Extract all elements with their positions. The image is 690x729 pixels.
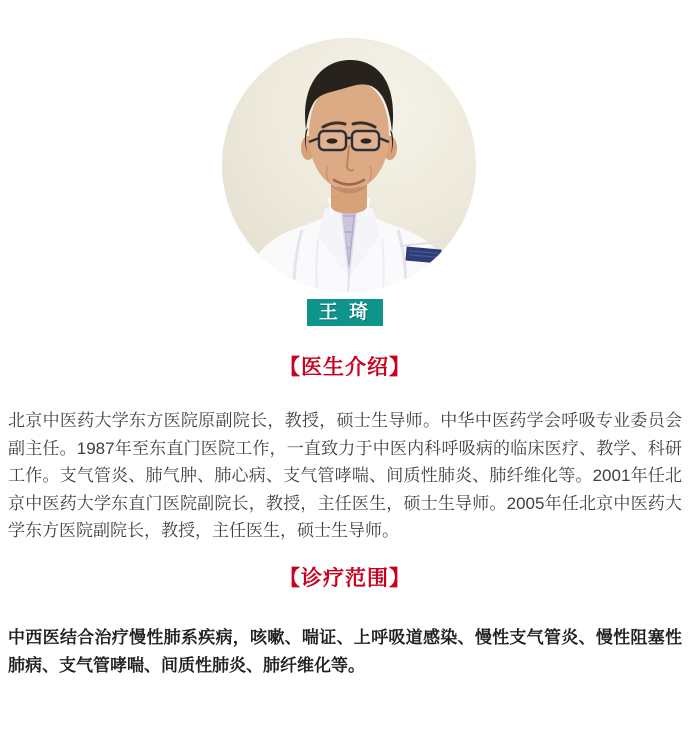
doctor-portrait-illustration	[222, 38, 476, 292]
doctor-name-row	[0, 299, 690, 326]
section-title-treatment-scope: 【诊疗范围】	[279, 566, 411, 590]
doctor-introduction-text: 北京中医药大学东方医院原副院长，教授，硕士生导师。中华中医药学会呼吸专业委员会副主任。1987年至东直门医院工作，一直致力于中医内科呼吸病的临床医疗、教学、科研工作。支气管炎、肺气肿、肺心病、支气管哮喘、间质性肺炎、肺纤维化等。2001年任北京中医药大学东直门医院副院长，教授，主任医生，硕士生导师。2005年任北京中医药大学东方医院副院长，教授，主任医生，硕士生导师。	[8, 411, 682, 540]
doctor-profile-page	[0, 38, 690, 729]
section-title-doctor-introduction: 【医生介绍】	[279, 356, 411, 379]
treatment-scope-text: 中西医结合治疗慢性肺系疾病，咳嗽、喘证、上呼吸道感染、慢性支气管炎、慢性阻塞性肺病、支气管哮喘、间质性肺炎、肺纤维化等。	[8, 627, 682, 675]
doctor-photo	[222, 38, 476, 292]
doctor-name-badge: 王 琦	[307, 299, 383, 326]
